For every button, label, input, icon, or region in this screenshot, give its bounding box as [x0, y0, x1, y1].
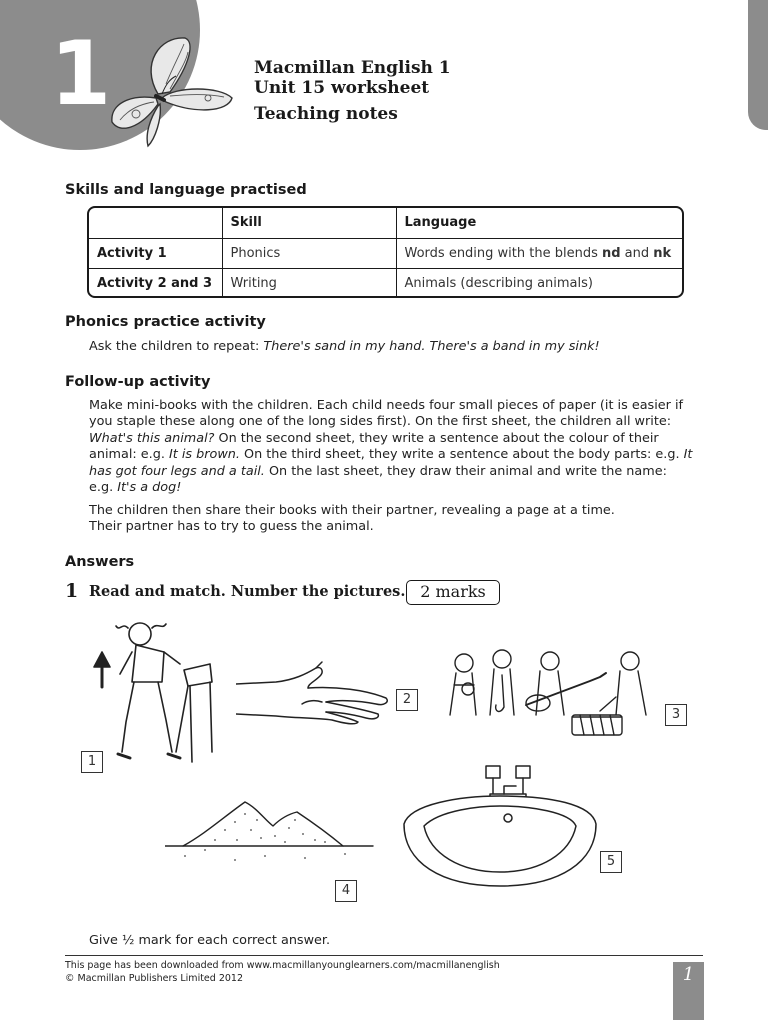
footer-download-link[interactable]: This page has been downloaded from www.macmillanyounglearners.com/macmillanenglish	[65, 960, 500, 971]
text-run-italic: It's a dog!	[117, 480, 182, 496]
table-cell-skill: Writing	[222, 268, 396, 298]
marks-badge: 2 marks	[406, 580, 500, 605]
table-header-cell: Skill	[222, 208, 396, 238]
footer-divider	[65, 955, 703, 956]
text-run-italic: What's this animal?	[89, 430, 215, 446]
footer-copyright: © Macmillan Publishers Limited 2012	[65, 973, 243, 984]
table-cell-activity: Activity 1	[89, 238, 222, 268]
table-cell-skill: Phonics	[222, 238, 396, 268]
followup-paragraph-1	[89, 398, 695, 496]
answer-box-3: 3	[665, 704, 687, 726]
sand-picture	[165, 800, 375, 880]
answer-box-5: 5	[600, 851, 622, 873]
text-run: On the last sheet, they draw their animal and write the name: e.g.	[89, 463, 667, 496]
blend-nd: nd	[601, 245, 621, 261]
answer-box-1: 1	[81, 751, 103, 773]
answer-box-2: 2	[396, 689, 418, 711]
skills-heading: Skills and language practised	[65, 182, 307, 198]
marking-note: Give ½ mark for each correct answer.	[89, 933, 331, 948]
text-run-italic: It has got four legs and a tail.	[89, 447, 693, 479]
girl-standing-up-picture	[92, 612, 222, 772]
table-cell-language: Animals (describing animals)	[396, 268, 682, 298]
footer-text	[65, 959, 500, 985]
text-run-italic: It is brown.	[168, 447, 240, 463]
text-run: On the second sheet, they write a sentence about the colour of their animal: e.g.	[89, 430, 659, 463]
followup-heading: Follow-up activity	[65, 374, 211, 390]
language-and: and	[620, 245, 654, 261]
hand-picture	[236, 660, 391, 725]
band-picture	[440, 645, 658, 740]
level-number: 1	[50, 22, 112, 125]
answer-box-4: 4	[335, 880, 357, 902]
table-row	[89, 238, 682, 268]
table-cell-language	[396, 238, 682, 268]
phonics-heading: Phonics practice activity	[65, 314, 266, 330]
header-title-line1: Macmillan English 1	[254, 58, 451, 78]
table-header-cell	[89, 208, 222, 238]
phonics-text	[89, 339, 695, 355]
header-title-line2: Unit 15 worksheet	[254, 78, 430, 98]
phonics-text-prefix: Ask the children to repeat:	[89, 339, 264, 354]
butterfly-icon	[100, 34, 240, 154]
header-title-line3: Teaching notes	[254, 104, 398, 124]
question-number: 1	[65, 580, 79, 602]
blend-nk: nk	[653, 245, 672, 261]
table-cell-activity: Activity 2 and 3	[89, 268, 222, 298]
phonics-sentence: There's sand in my hand. There's a band in my sink!	[263, 339, 600, 354]
page-number-tab	[673, 962, 704, 1020]
page-number: 1	[682, 964, 695, 985]
text-run: Make mini-books with the children. Each child needs four small pieces of paper (it is easier if you staple these along one of the long sides first). On the first sheet, the children all write:	[89, 398, 684, 430]
answers-heading: Answers	[65, 554, 135, 570]
text-run: On the third sheet, they write a sentence about the body parts: e.g.	[239, 447, 684, 463]
header-title	[254, 58, 451, 124]
question-text: Read and match. Number the pictures.	[89, 583, 406, 600]
table-header-cell: Language	[396, 208, 682, 238]
skills-table	[87, 206, 684, 298]
side-tab	[748, 0, 768, 130]
language-text: Words ending with the blends	[404, 245, 602, 261]
table-row	[89, 208, 682, 238]
table-row	[89, 268, 682, 298]
sink-picture	[400, 762, 600, 892]
followup-paragraph-2: The children then share their books with their partner, revealing a page at a time. Their partner has to try to guess the animal.	[89, 503, 615, 535]
